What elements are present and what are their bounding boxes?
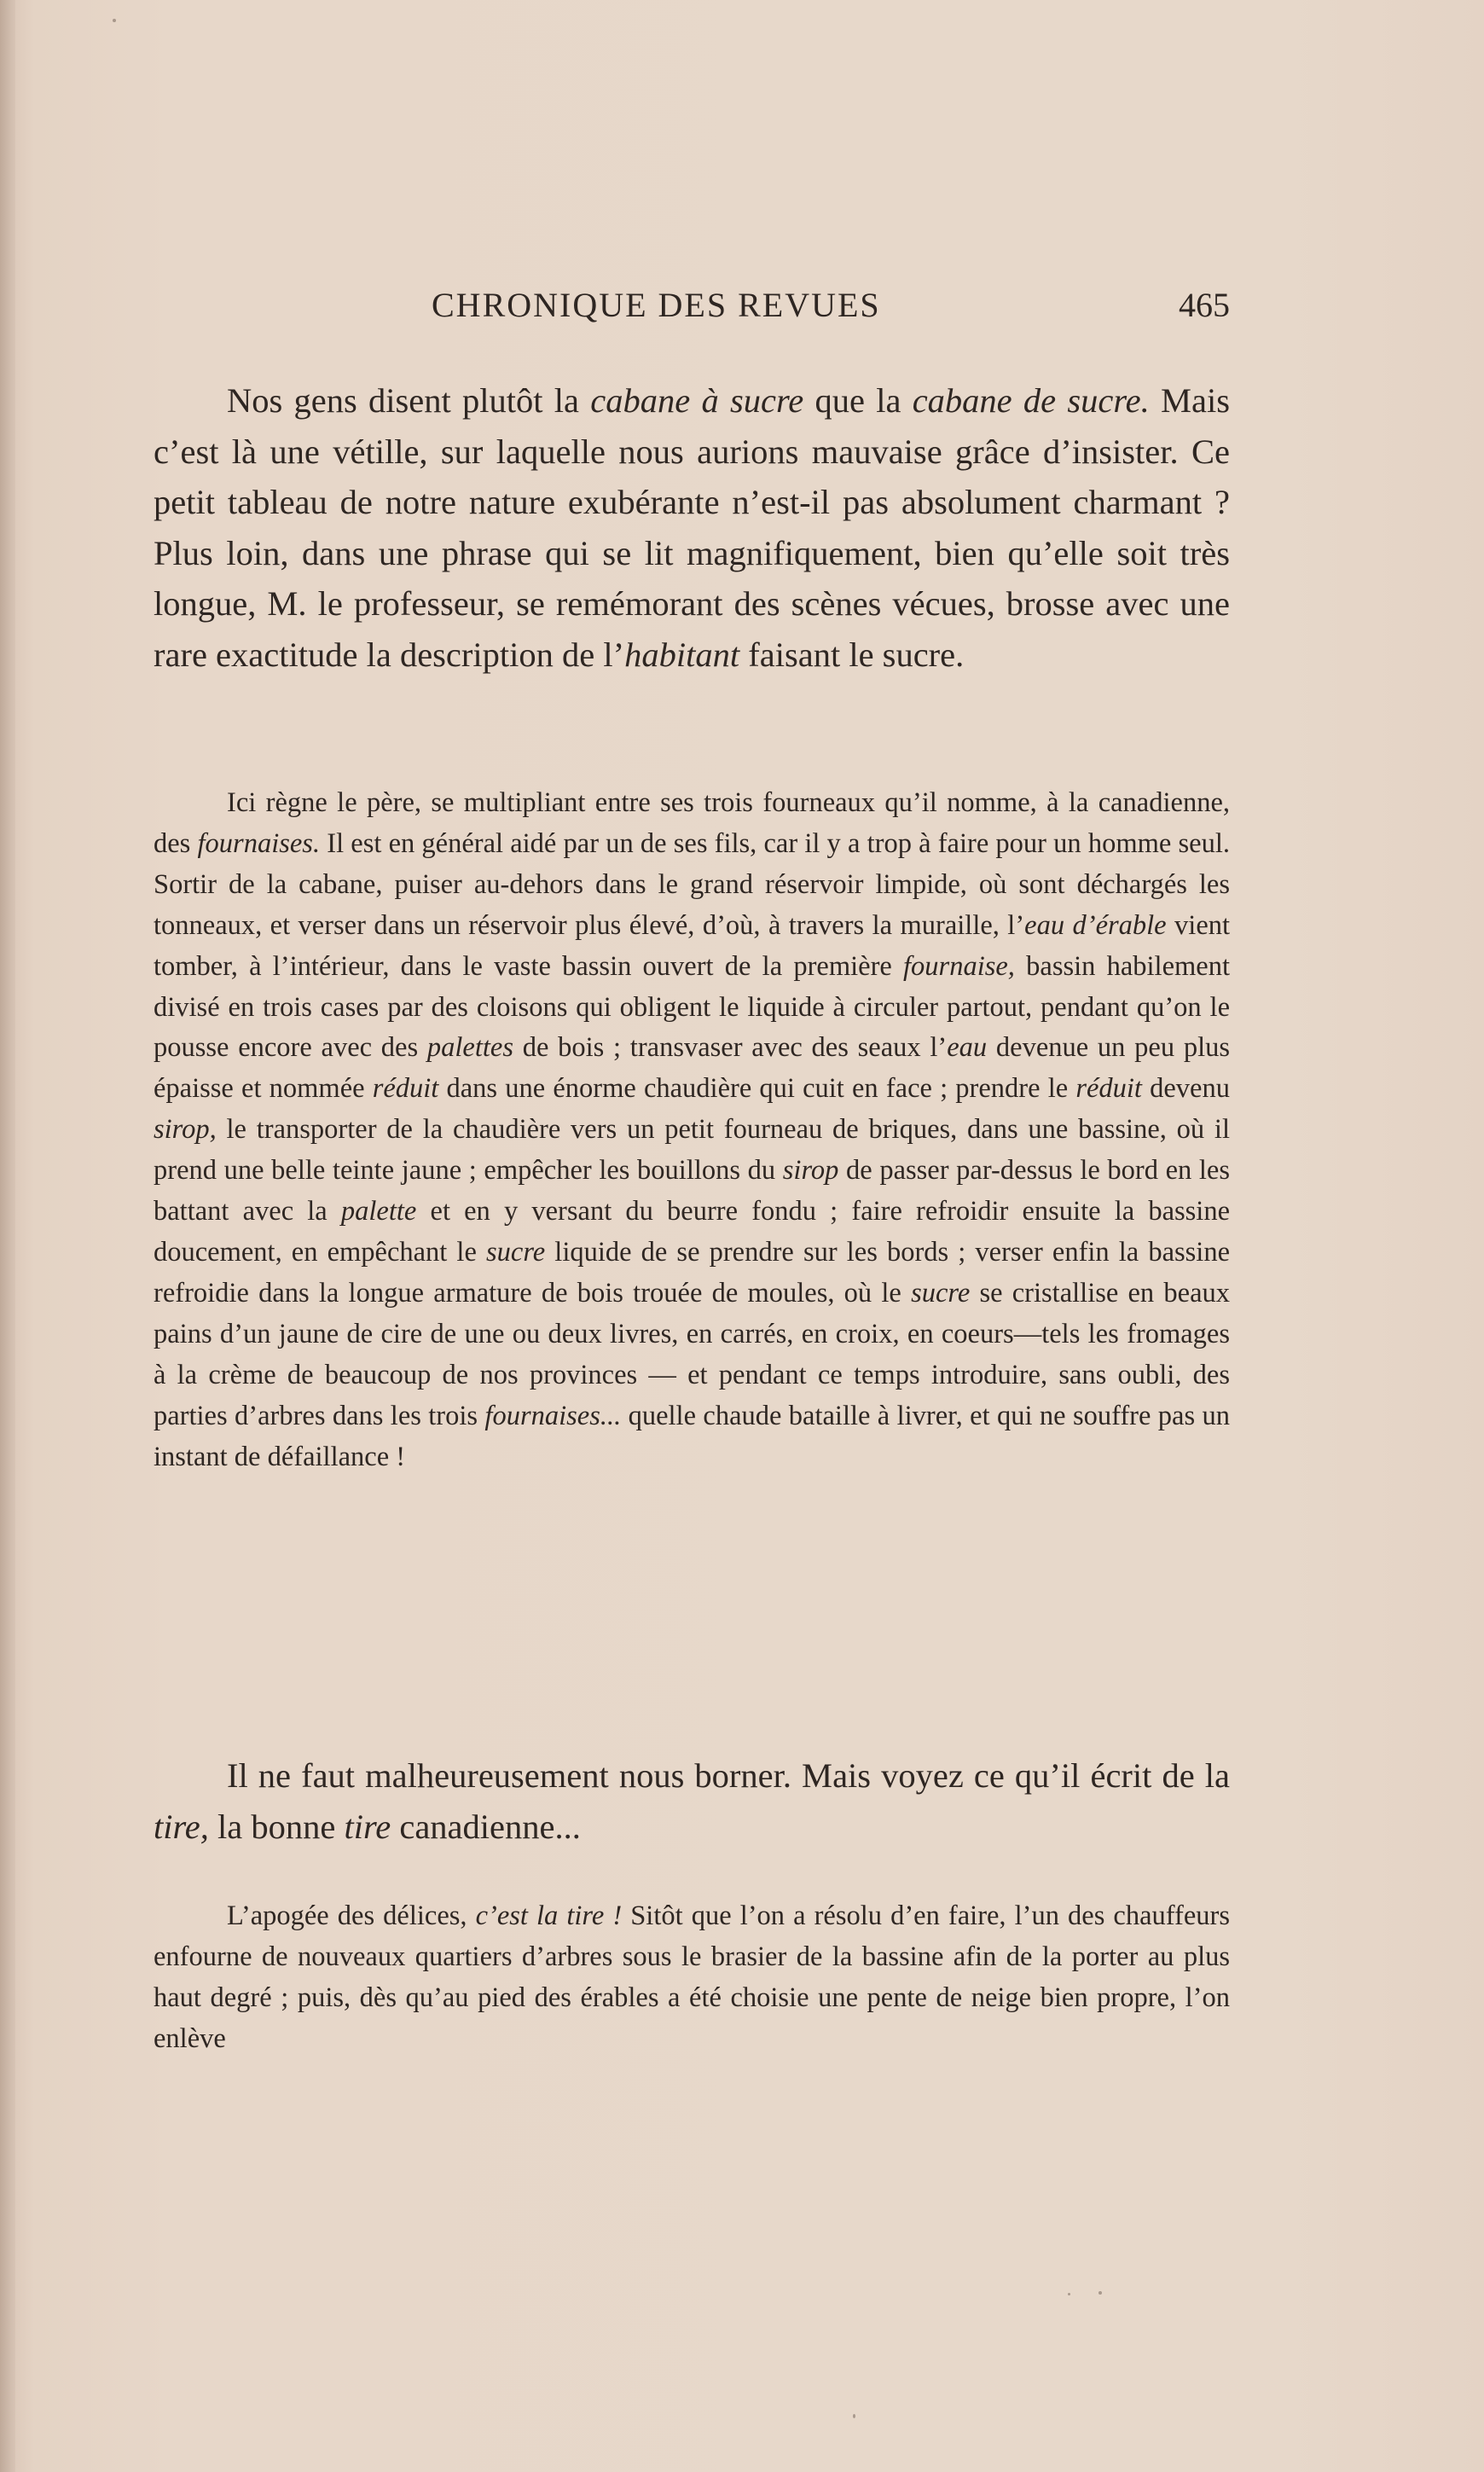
text-run: la bonne bbox=[208, 1808, 345, 1846]
text-run: Il est en général aidé par un de ses fils, car il y a trop à faire pour un homme seul. Sortir de la cabane, puiser au-dehors dans le grand réservoir limpide, où sont déchargés les tonneaux, et verser dans un réservoir plus élevé, d’où, à travers la muraille, l’ bbox=[154, 827, 1230, 941]
text-run: devenue un peu plus épaisse et nommée bbox=[154, 1032, 1230, 1105]
italic-text-run: fournaises. bbox=[197, 827, 321, 859]
italic-text-run: réduit bbox=[372, 1073, 439, 1105]
text-run: faisant le sucre. bbox=[739, 635, 965, 674]
body-paragraph-2 bbox=[154, 1750, 1230, 1853]
paper-speck bbox=[1068, 2293, 1070, 2295]
running-header bbox=[154, 278, 1230, 329]
block-quote-2 bbox=[154, 1895, 1230, 2059]
text-run: Nos gens disent plutôt la bbox=[227, 381, 591, 420]
text-run: Mais c’est là une vétille, sur laquelle nous aurions mauvaise grâce d’insister. Ce petit tableau de notre nature exubérante n’est-il pas absolument charmant ? Plus loin, dans une phrase qui se lit magnifiquement, bien qu’elle soit très longue, M. le professeur, se remémorant des scènes vécues, brosse avec une rare exactitude la description de l’ bbox=[154, 381, 1230, 674]
text-run: quelle chaude bataille à livrer, et qui ne souffre pas un instant de défaillance ! bbox=[154, 1400, 1230, 1472]
italic-text-run: cabane de sucre. bbox=[912, 381, 1150, 420]
running-title: CHRONIQUE DES REVUES bbox=[432, 286, 881, 324]
text-run: le transporter de la chaudière vers un petit fourneau de briques, dans une bassine, où il prend une belle teinte jaune ; empêcher les bouillons du bbox=[154, 1114, 1230, 1187]
italic-text-run: sucre bbox=[486, 1236, 546, 1268]
text-run: vient tomber, à l’intérieur, dans le vaste bassin ouvert de la première bbox=[154, 909, 1231, 982]
text-run: liquide de se prendre sur les bords ; verser enfin la bassine refroidie dans la longue armature de bois trouée de moules, où le bbox=[154, 1236, 1230, 1309]
text-run: L’apogée des délices, bbox=[227, 1900, 476, 1931]
text-run: se cristallise en beaux pains d’un jaune de cire de une ou deux livres, en carrés, en croix, en coeurs—tels les fromages à la crème de beaucoup de nos provinces — et pendant ce temps introduire, sans oubli, des parties d’arbres dans les trois bbox=[154, 1277, 1230, 1431]
italic-text-run: réduit bbox=[1075, 1073, 1142, 1105]
italic-text-run: sucre bbox=[911, 1277, 971, 1309]
text-run: de bois ; transvaser avec des seaux l’ bbox=[513, 1032, 948, 1064]
text-run: Ici règne le père, se multipliant entre ses trois fourneaux qu’il nomme, à la canadienne, des bbox=[154, 787, 1230, 859]
paper-speck bbox=[853, 2414, 855, 2418]
paper-speck bbox=[1099, 2291, 1102, 2295]
italic-text-run: cabane à sucre bbox=[590, 381, 804, 420]
paper-speck bbox=[113, 19, 116, 22]
quote-text bbox=[154, 783, 1230, 1477]
body-paragraph-1 bbox=[154, 375, 1230, 680]
text-run: que la bbox=[803, 381, 913, 420]
italic-text-run: palettes bbox=[426, 1032, 513, 1064]
italic-text-run: eau d’érable bbox=[1024, 909, 1167, 941]
book-spine-shadow bbox=[0, 0, 15, 2472]
italic-text-run: c’est la tire ! bbox=[475, 1900, 623, 1931]
italic-text-run: fournaise, bbox=[903, 950, 1015, 982]
paragraph-text bbox=[154, 375, 1230, 680]
text-run: de passer par-dessus le bord en les battant avec la bbox=[154, 1155, 1230, 1227]
italic-text-run: tire bbox=[344, 1808, 391, 1846]
page-number: 465 bbox=[1179, 286, 1230, 324]
italic-text-run: eau bbox=[947, 1032, 988, 1064]
paragraph-text bbox=[154, 1750, 1230, 1853]
text-run: bassin habilement divisé en trois cases par des cloisons qui obligent le liquide à circuler partout, pendant qu’on le pousse encore avec des bbox=[154, 950, 1230, 1064]
italic-text-run: tire, bbox=[154, 1808, 209, 1846]
italic-text-run: habitant bbox=[624, 635, 740, 674]
text-run: dans une énorme chaudière qui cuit en face ; prendre le bbox=[438, 1073, 1076, 1105]
text-run: canadienne... bbox=[391, 1808, 581, 1846]
text-run: devenu bbox=[1141, 1073, 1230, 1105]
italic-text-run: sirop bbox=[782, 1155, 839, 1187]
italic-text-run: palette bbox=[340, 1196, 417, 1227]
italic-text-run: sirop, bbox=[154, 1114, 217, 1146]
text-run: Sitôt que l’on a résolu d’en faire, l’un des chauffeurs enfourne de nouveaux quartiers d’arbres sous le brasier de la bassine afin de la porter au plus haut degré ; puis, dès qu’au pied des érables a été choisie une pente de neige bien propre, l’on enlève bbox=[154, 1900, 1230, 2054]
italic-text-run: fournaises... bbox=[484, 1400, 622, 1431]
text-run: et en y versant du beurre fondu ; faire refroidir ensuite la bassine doucement, en empêchant le bbox=[154, 1196, 1230, 1268]
text-run: Il ne faut malheureusement nous borner. Mais voyez ce qu’il écrit de la bbox=[227, 1756, 1230, 1795]
quote-text bbox=[154, 1895, 1230, 2059]
block-quote-1 bbox=[154, 783, 1230, 1477]
